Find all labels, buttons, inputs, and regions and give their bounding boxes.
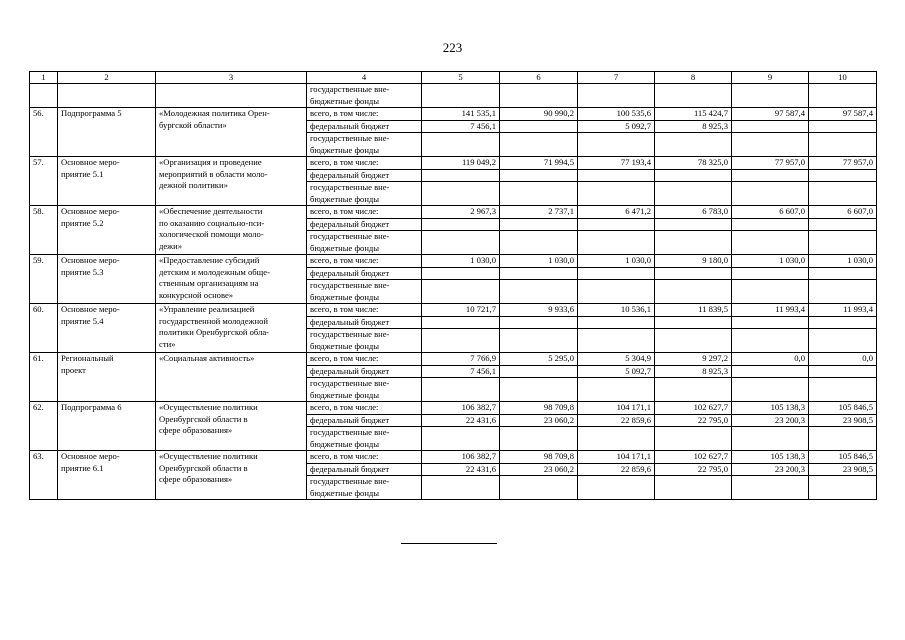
program-name	[156, 402, 307, 451]
text-line: Основное меро-	[61, 304, 120, 314]
funding-source-cell	[307, 365, 422, 378]
text-line: ственным организациям на	[159, 278, 259, 288]
column-number: 6	[500, 72, 578, 84]
value-cell	[809, 365, 877, 378]
value-cell: 106 382,7	[422, 451, 500, 464]
value-cell: 115 424,7	[655, 108, 732, 121]
text-line: Оренбургской области в	[159, 462, 248, 473]
text-line: сфере образования»	[159, 425, 233, 435]
text-line: «Социальная активность»	[159, 353, 255, 363]
value-cell	[655, 427, 732, 451]
bottom-rule	[401, 543, 497, 544]
value-cell	[732, 427, 809, 451]
program-name	[156, 108, 307, 157]
text-line: федеральный бюджет	[310, 218, 390, 229]
funding-source-cell	[307, 304, 422, 317]
value-cell: 105 138,3	[732, 402, 809, 415]
value-cell: 78 325,0	[655, 157, 732, 170]
text-line: Подпрограмма 6	[61, 402, 122, 412]
table-row	[30, 157, 877, 170]
value-cell: 106 382,7	[422, 402, 500, 415]
value-cell	[655, 476, 732, 500]
value-cell: 23 060,2	[500, 414, 578, 427]
text-line: бюджетные фонды	[310, 291, 380, 302]
value-cell	[578, 427, 655, 451]
program-name	[156, 255, 307, 304]
value-cell	[578, 231, 655, 255]
text-line: сти»	[159, 338, 176, 349]
text-line: федеральный бюджет	[310, 414, 390, 425]
text-line: по оказанию социально-пси-	[159, 217, 265, 228]
value-cell	[422, 231, 500, 255]
value-cell	[578, 169, 655, 182]
value-cell	[732, 169, 809, 182]
value-cell: 9 933,6	[500, 304, 578, 317]
value-cell: 8 925,3	[655, 365, 732, 378]
text-line: бюджетные фонды	[310, 242, 380, 253]
program-name	[156, 353, 307, 402]
value-cell	[422, 169, 500, 182]
text-line: всего, в том числе:	[310, 108, 379, 118]
program-name	[156, 206, 307, 255]
program-type	[58, 304, 156, 353]
value-cell	[578, 476, 655, 500]
text-line: государственные вне-	[310, 133, 390, 143]
value-cell: 9 180,0	[655, 255, 732, 268]
funding-source-cell	[307, 120, 422, 133]
value-cell	[422, 218, 500, 231]
row-number: 57.	[30, 157, 58, 206]
value-cell: 77 193,4	[578, 157, 655, 170]
value-cell: 5 092,7	[578, 120, 655, 133]
value-cell	[655, 182, 732, 206]
row-number: 61.	[30, 353, 58, 402]
text-line: всего, в том числе:	[310, 206, 379, 216]
text-line: бюджетные фонды	[310, 389, 380, 400]
value-cell: 105 846,5	[809, 451, 877, 464]
text-line: Региональный	[61, 353, 114, 363]
table-row	[30, 108, 877, 121]
funding-source-cell	[307, 157, 422, 170]
value-cell: 10 721,7	[422, 304, 500, 317]
value-cell	[732, 280, 809, 304]
text-line: государственные вне-	[310, 280, 390, 290]
funding-source-cell	[307, 402, 422, 415]
text-line: сфере образования»	[159, 474, 233, 484]
table-row	[30, 402, 877, 415]
text-line: государственные вне-	[310, 476, 390, 486]
value-cell: 5 295,0	[500, 353, 578, 366]
value-cell: 23 908,5	[809, 414, 877, 427]
value-cell: 22 859,6	[578, 414, 655, 427]
row-number: 63.	[30, 451, 58, 500]
column-number-row	[30, 72, 877, 84]
program-type	[58, 255, 156, 304]
funding-source-cell	[307, 206, 422, 219]
program-name	[156, 157, 307, 206]
value-cell: 1 030,0	[578, 255, 655, 268]
value-cell: 105 846,5	[809, 402, 877, 415]
value-cell	[422, 182, 500, 206]
value-cell: 0,0	[809, 353, 877, 366]
text-line: бургской области»	[159, 119, 227, 130]
value-cell	[809, 329, 877, 353]
column-number: 7	[578, 72, 655, 84]
funding-source-cell	[307, 451, 422, 464]
value-cell	[732, 329, 809, 353]
funding-source-cell	[307, 267, 422, 280]
value-cell: 22 859,6	[578, 463, 655, 476]
funding-source-cell	[307, 329, 422, 353]
text-line: мероприятий в области моло-	[159, 168, 268, 179]
text-line: бюджетные фонды	[310, 438, 380, 449]
value-cell: 11 839,5	[655, 304, 732, 317]
value-cell: 23 908,5	[809, 463, 877, 476]
page-number: 223	[442, 40, 463, 55]
text-line: федеральный бюджет	[310, 365, 390, 376]
value-cell	[655, 267, 732, 280]
value-cell	[732, 133, 809, 157]
table-row	[30, 304, 877, 317]
value-cell	[732, 365, 809, 378]
text-line: «Молодежная политика Орен-	[159, 108, 270, 118]
row-number: 59.	[30, 255, 58, 304]
text-line: «Организация и проведение	[159, 157, 262, 167]
continuation-row	[30, 84, 877, 108]
value-cell	[732, 120, 809, 133]
text-line: приятие 6.1	[61, 462, 104, 473]
value-cell	[809, 231, 877, 255]
value-cell: 90 990,2	[500, 108, 578, 121]
value-cell: 97 587,4	[809, 108, 877, 121]
value-cell	[500, 169, 578, 182]
value-cell	[809, 476, 877, 500]
text-line: Основное меро-	[61, 451, 120, 461]
value-cell: 22 431,6	[422, 463, 500, 476]
value-cell	[655, 133, 732, 157]
funding-source-cell	[307, 255, 422, 268]
value-cell: 102 627,7	[655, 402, 732, 415]
table-row	[30, 206, 877, 219]
row-number: 60.	[30, 304, 58, 353]
value-cell: 23 200,3	[732, 463, 809, 476]
value-cell	[500, 120, 578, 133]
value-cell: 102 627,7	[655, 451, 732, 464]
value-cell: 1 030,0	[809, 255, 877, 268]
value-cell: 22 431,6	[422, 414, 500, 427]
program-type	[58, 402, 156, 451]
value-cell: 105 138,3	[732, 451, 809, 464]
funding-source-cell	[307, 218, 422, 231]
value-cell	[809, 280, 877, 304]
funding-source-cell	[307, 378, 422, 402]
value-cell	[655, 378, 732, 402]
value-cell	[809, 316, 877, 329]
value-cell	[422, 316, 500, 329]
value-cell: 6 471,2	[578, 206, 655, 219]
funding-source-cell	[307, 463, 422, 476]
value-cell	[578, 133, 655, 157]
text-line: федеральный бюджет	[310, 463, 390, 474]
column-number: 8	[655, 72, 732, 84]
value-cell	[655, 169, 732, 182]
value-cell	[578, 378, 655, 402]
column-number: 5	[422, 72, 500, 84]
value-cell: 7 766,9	[422, 353, 500, 366]
column-number: 4	[307, 72, 422, 84]
value-cell	[422, 329, 500, 353]
value-cell	[578, 267, 655, 280]
text-line: «Обеспечение деятельности	[159, 206, 263, 216]
value-cell	[732, 316, 809, 329]
row-number: 56.	[30, 108, 58, 157]
value-cell	[809, 120, 877, 133]
value-cell	[655, 329, 732, 353]
row-number: 58.	[30, 206, 58, 255]
value-cell	[500, 476, 578, 500]
funding-source-cell	[307, 108, 422, 121]
text-line: государственные вне-	[310, 427, 390, 437]
value-cell: 11 993,4	[809, 304, 877, 317]
source-line: государственные вне-	[310, 84, 390, 94]
value-cell: 77 957,0	[809, 157, 877, 170]
value-cell: 71 994,5	[500, 157, 578, 170]
value-cell	[809, 427, 877, 451]
text-line: Основное меро-	[61, 255, 120, 265]
value-cell: 77 957,0	[732, 157, 809, 170]
value-cell: 5 092,7	[578, 365, 655, 378]
value-cell	[578, 218, 655, 231]
column-number: 3	[156, 72, 307, 84]
value-cell	[500, 280, 578, 304]
table-row	[30, 353, 877, 366]
text-line: бюджетные фонды	[310, 487, 380, 498]
text-line: Основное меро-	[61, 206, 120, 216]
text-line: бюджетные фонды	[310, 193, 380, 204]
value-cell: 141 535,1	[422, 108, 500, 121]
value-cell	[732, 231, 809, 255]
funding-source-cell	[307, 133, 422, 157]
column-number: 2	[58, 72, 156, 84]
value-cell	[500, 427, 578, 451]
value-cell	[500, 378, 578, 402]
value-cell: 119 049,2	[422, 157, 500, 170]
value-cell	[500, 133, 578, 157]
text-line: федеральный бюджет	[310, 316, 390, 327]
value-cell	[809, 378, 877, 402]
value-cell	[655, 231, 732, 255]
text-line: всего, в том числе:	[310, 255, 379, 265]
value-cell: 98 709,8	[500, 402, 578, 415]
value-cell	[732, 182, 809, 206]
value-cell: 97 587,4	[732, 108, 809, 121]
value-cell: 1 030,0	[500, 255, 578, 268]
text-line: детским и молодежным обще-	[159, 266, 270, 277]
column-number: 1	[30, 72, 58, 84]
funding-source-cell	[307, 231, 422, 255]
value-cell: 23 060,2	[500, 463, 578, 476]
text-line: «Управление реализацией	[159, 304, 255, 314]
value-cell	[809, 218, 877, 231]
value-cell	[500, 329, 578, 353]
value-cell: 22 795,0	[655, 463, 732, 476]
value-cell: 2 967,3	[422, 206, 500, 219]
text-line: приятие 5.3	[61, 266, 104, 277]
text-line: приятие 5.1	[61, 168, 104, 179]
value-cell	[809, 133, 877, 157]
value-cell: 1 030,0	[732, 255, 809, 268]
value-cell: 6 607,0	[732, 206, 809, 219]
text-line: «Осуществление политики	[159, 451, 258, 461]
value-cell	[732, 267, 809, 280]
value-cell	[500, 316, 578, 329]
funding-source-cell	[307, 427, 422, 451]
text-line: федеральный бюджет	[310, 169, 390, 180]
value-cell: 6 607,0	[809, 206, 877, 219]
funding-source-cell	[307, 353, 422, 366]
text-line: приятие 5.4	[61, 315, 104, 326]
value-cell: 23 200,3	[732, 414, 809, 427]
value-cell	[422, 427, 500, 451]
text-line: государственные вне-	[310, 231, 390, 241]
text-line: бюджетные фонды	[310, 144, 380, 155]
value-cell: 100 535,6	[578, 108, 655, 121]
value-cell	[422, 476, 500, 500]
value-cell	[809, 267, 877, 280]
value-cell	[655, 218, 732, 231]
value-cell	[655, 280, 732, 304]
value-cell	[809, 169, 877, 182]
text-line: Основное меро-	[61, 157, 120, 167]
value-cell: 11 993,4	[732, 304, 809, 317]
value-cell	[422, 280, 500, 304]
value-cell: 7 456,1	[422, 120, 500, 133]
text-line: конкурсной основе»	[159, 289, 234, 300]
text-line: всего, в том числе:	[310, 451, 379, 461]
value-cell: 104 171,1	[578, 402, 655, 415]
text-line: федеральный бюджет	[310, 120, 390, 131]
value-cell: 9 297,2	[655, 353, 732, 366]
value-cell	[500, 231, 578, 255]
program-name	[156, 304, 307, 353]
value-cell	[732, 378, 809, 402]
value-cell	[578, 182, 655, 206]
program-type	[58, 157, 156, 206]
text-line: «Осуществление политики	[159, 402, 258, 412]
funding-source-cell	[307, 476, 422, 500]
text-line: всего, в том числе:	[310, 157, 379, 167]
text-line: всего, в том числе:	[310, 353, 379, 363]
text-line: государственной молодежной	[159, 315, 268, 326]
column-number: 9	[732, 72, 809, 84]
value-cell	[655, 316, 732, 329]
text-line: федеральный бюджет	[310, 267, 390, 278]
value-cell	[500, 365, 578, 378]
table-row	[30, 451, 877, 464]
funding-source-cell	[307, 182, 422, 206]
text-line: Оренбургской области в	[159, 413, 248, 424]
value-cell: 8 925,3	[655, 120, 732, 133]
program-name	[156, 451, 307, 500]
value-cell: 2 737,1	[500, 206, 578, 219]
funding-source-cell	[307, 169, 422, 182]
row-number: 62.	[30, 402, 58, 451]
value-cell	[732, 476, 809, 500]
program-type	[58, 206, 156, 255]
text-line: всего, в том числе:	[310, 402, 379, 412]
value-cell	[422, 133, 500, 157]
value-cell	[500, 267, 578, 280]
text-line: бюджетные фонды	[310, 340, 380, 351]
value-cell	[809, 182, 877, 206]
value-cell: 0,0	[732, 353, 809, 366]
text-line: хологической помощи моло-	[159, 229, 264, 239]
value-cell	[578, 316, 655, 329]
funding-source-cell	[307, 316, 422, 329]
value-cell: 6 783,0	[655, 206, 732, 219]
value-cell	[578, 329, 655, 353]
budget-table	[29, 71, 877, 500]
text-line: приятие 5.2	[61, 217, 104, 228]
program-type	[58, 353, 156, 402]
value-cell	[578, 280, 655, 304]
value-cell: 5 304,9	[578, 353, 655, 366]
text-line: дежи»	[159, 240, 183, 251]
funding-source-cell	[307, 280, 422, 304]
table-row	[30, 255, 877, 268]
funding-source-cell	[307, 414, 422, 427]
funding-source-cell	[307, 84, 422, 108]
text-line: всего, в том числе:	[310, 304, 379, 314]
value-cell: 22 795,0	[655, 414, 732, 427]
value-cell	[422, 267, 500, 280]
value-cell: 7 456,1	[422, 365, 500, 378]
value-cell: 98 709,8	[500, 451, 578, 464]
table-body	[30, 72, 877, 500]
value-cell: 10 536,1	[578, 304, 655, 317]
program-type	[58, 108, 156, 157]
value-cell: 104 171,1	[578, 451, 655, 464]
text-line: дежной политики»	[159, 180, 228, 190]
value-cell: 1 030,0	[422, 255, 500, 268]
value-cell	[422, 378, 500, 402]
program-type	[58, 451, 156, 500]
value-cell	[732, 218, 809, 231]
text-line: Подпрограмма 5	[61, 108, 122, 118]
text-line: «Предоставление субсидий	[159, 255, 260, 265]
column-number: 10	[809, 72, 877, 84]
source-line: бюджетные фонды	[310, 95, 380, 106]
text-line: государственные вне-	[310, 329, 390, 339]
text-line: политики Оренбургской обла-	[159, 327, 270, 337]
text-line: государственные вне-	[310, 182, 390, 192]
text-line: проект	[61, 364, 86, 375]
value-cell	[500, 218, 578, 231]
text-line: государственные вне-	[310, 378, 390, 388]
value-cell	[500, 182, 578, 206]
